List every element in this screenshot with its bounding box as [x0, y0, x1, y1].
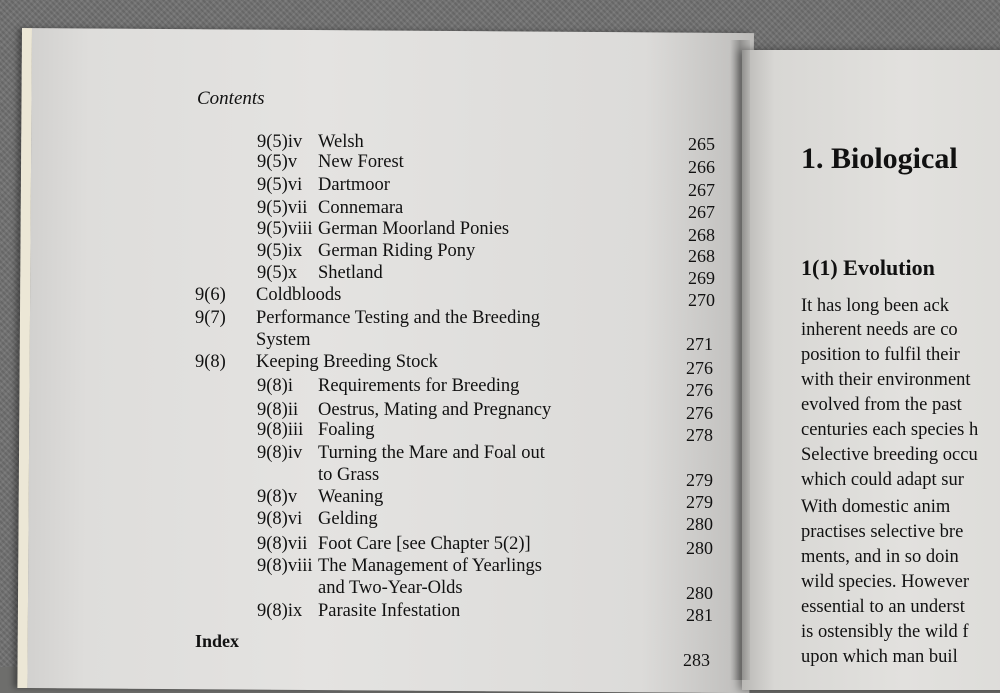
toc-entry-number: 9(5)x: [257, 263, 298, 283]
toc-entry-title: Shetland: [318, 263, 383, 283]
toc-page-number: 276: [686, 358, 713, 378]
toc-entry-number: 9(8)viii: [257, 556, 313, 576]
body-line: inherent needs are co: [801, 320, 958, 340]
toc-entry-title: to Grass: [318, 465, 380, 485]
toc-entry-title: Foot Care [see Chapter 5(2)]: [318, 534, 531, 554]
toc-page-number: 268: [688, 225, 715, 245]
toc-entry-number: 9(8): [195, 352, 226, 372]
body-line: With domestic anim: [801, 497, 951, 517]
toc-page-number: 265: [688, 134, 715, 154]
body-line: ments, and in so doin: [801, 547, 959, 567]
toc-entry-number: 9(8)vii: [257, 534, 308, 554]
toc-page-number: 278: [686, 425, 713, 445]
toc-entry-number: 9(8)iii: [257, 420, 304, 440]
toc-entry-number: 9(5)vii: [257, 198, 308, 218]
toc-page-number: 280: [686, 514, 713, 534]
toc-entry-number: 9(5)viii: [257, 219, 313, 239]
toc-page-number: 269: [688, 268, 715, 288]
toc-entry-title: Foaling: [318, 420, 375, 440]
toc-page-number: 279: [686, 470, 713, 490]
toc-entry-number: 9(8)vi: [257, 509, 303, 529]
toc-entry-title: System: [256, 330, 311, 350]
toc-page-number: 280: [686, 583, 713, 603]
body-line: is ostensibly the wild f: [801, 622, 969, 642]
toc-page-number: 276: [686, 403, 713, 423]
body-line: upon which man buil: [801, 647, 958, 667]
toc-entry-title: Coldbloods: [256, 285, 342, 305]
toc-entry-title: Performance Testing and the Breeding: [256, 308, 540, 328]
toc-entry-title: Welsh: [318, 132, 364, 152]
toc-page-number: 276: [686, 380, 713, 400]
book-gutter: [730, 40, 750, 680]
toc-entry-title: Gelding: [318, 509, 378, 529]
body-line: position to fulfil their: [801, 345, 960, 365]
body-line: wild species. However: [801, 572, 969, 592]
toc-entry-title: The Management of Yearlings: [318, 556, 543, 576]
toc-entry-number: 9(8)i: [257, 376, 293, 396]
section-title: 1(1) Evolution: [801, 255, 935, 280]
toc-entry-title: Parasite Infestation: [318, 601, 461, 621]
toc-entry-number: 9(5)ix: [257, 241, 303, 261]
toc-entry-title: German Moorland Ponies: [318, 219, 510, 239]
toc-entry-number: 9(5)iv: [257, 132, 303, 152]
toc-entry-title: German Riding Pony: [318, 241, 476, 261]
body-line: essential to an underst: [801, 597, 965, 617]
toc-entry-number: 9(8)ix: [257, 601, 303, 621]
toc-entry-title: Turning the Mare and Foal out: [318, 443, 545, 463]
toc-entry-number: 9(6): [195, 285, 226, 305]
index-page-number: 283: [683, 650, 710, 670]
toc-page-number: 267: [688, 202, 715, 222]
toc-page-number: 266: [688, 157, 715, 177]
body-line: which could adapt sur: [801, 470, 964, 490]
toc-entry-title: Connemara: [318, 198, 404, 218]
toc-entry-title: New Forest: [318, 152, 404, 172]
toc-page-number: 268: [688, 246, 715, 266]
toc-entry-title: Weaning: [318, 487, 384, 507]
toc-entry-number: 9(5)vi: [257, 175, 303, 195]
toc-page-number: 271: [686, 334, 713, 354]
toc-entry-title: Oestrus, Mating and Pregnancy: [318, 400, 552, 420]
toc-entry-title: and Two-Year-Olds: [318, 578, 463, 598]
toc-entry-title: Keeping Breeding Stock: [256, 352, 438, 372]
body-line: Selective breeding occu: [801, 445, 978, 465]
toc-page-number: 280: [686, 538, 713, 558]
toc-entry-number: 9(8)iv: [257, 443, 303, 463]
toc-entry-title: Requirements for Breeding: [318, 376, 520, 396]
toc-entry-number: 9(8)v: [257, 487, 298, 507]
toc-page-number: 270: [688, 290, 715, 310]
toc-entry-number: 9(5)v: [257, 152, 298, 172]
body-line: with their environment: [801, 370, 971, 390]
chapter-title: 1. Biological: [801, 142, 958, 175]
body-line: centuries each species h: [801, 420, 979, 440]
toc-page-number: 281: [686, 605, 713, 625]
running-head: Contents: [197, 88, 265, 109]
toc-entry-title: Dartmoor: [318, 175, 390, 195]
toc-entry-number: 9(7): [195, 308, 226, 328]
index-label: Index: [195, 631, 240, 651]
body-line: evolved from the past: [801, 395, 962, 415]
body-line: It has long been ack: [801, 296, 949, 316]
toc-page-number: 267: [688, 180, 715, 200]
toc-page-number: 279: [686, 492, 713, 512]
body-line: practises selective bre: [801, 522, 964, 542]
toc-entry-number: 9(8)ii: [257, 400, 299, 420]
